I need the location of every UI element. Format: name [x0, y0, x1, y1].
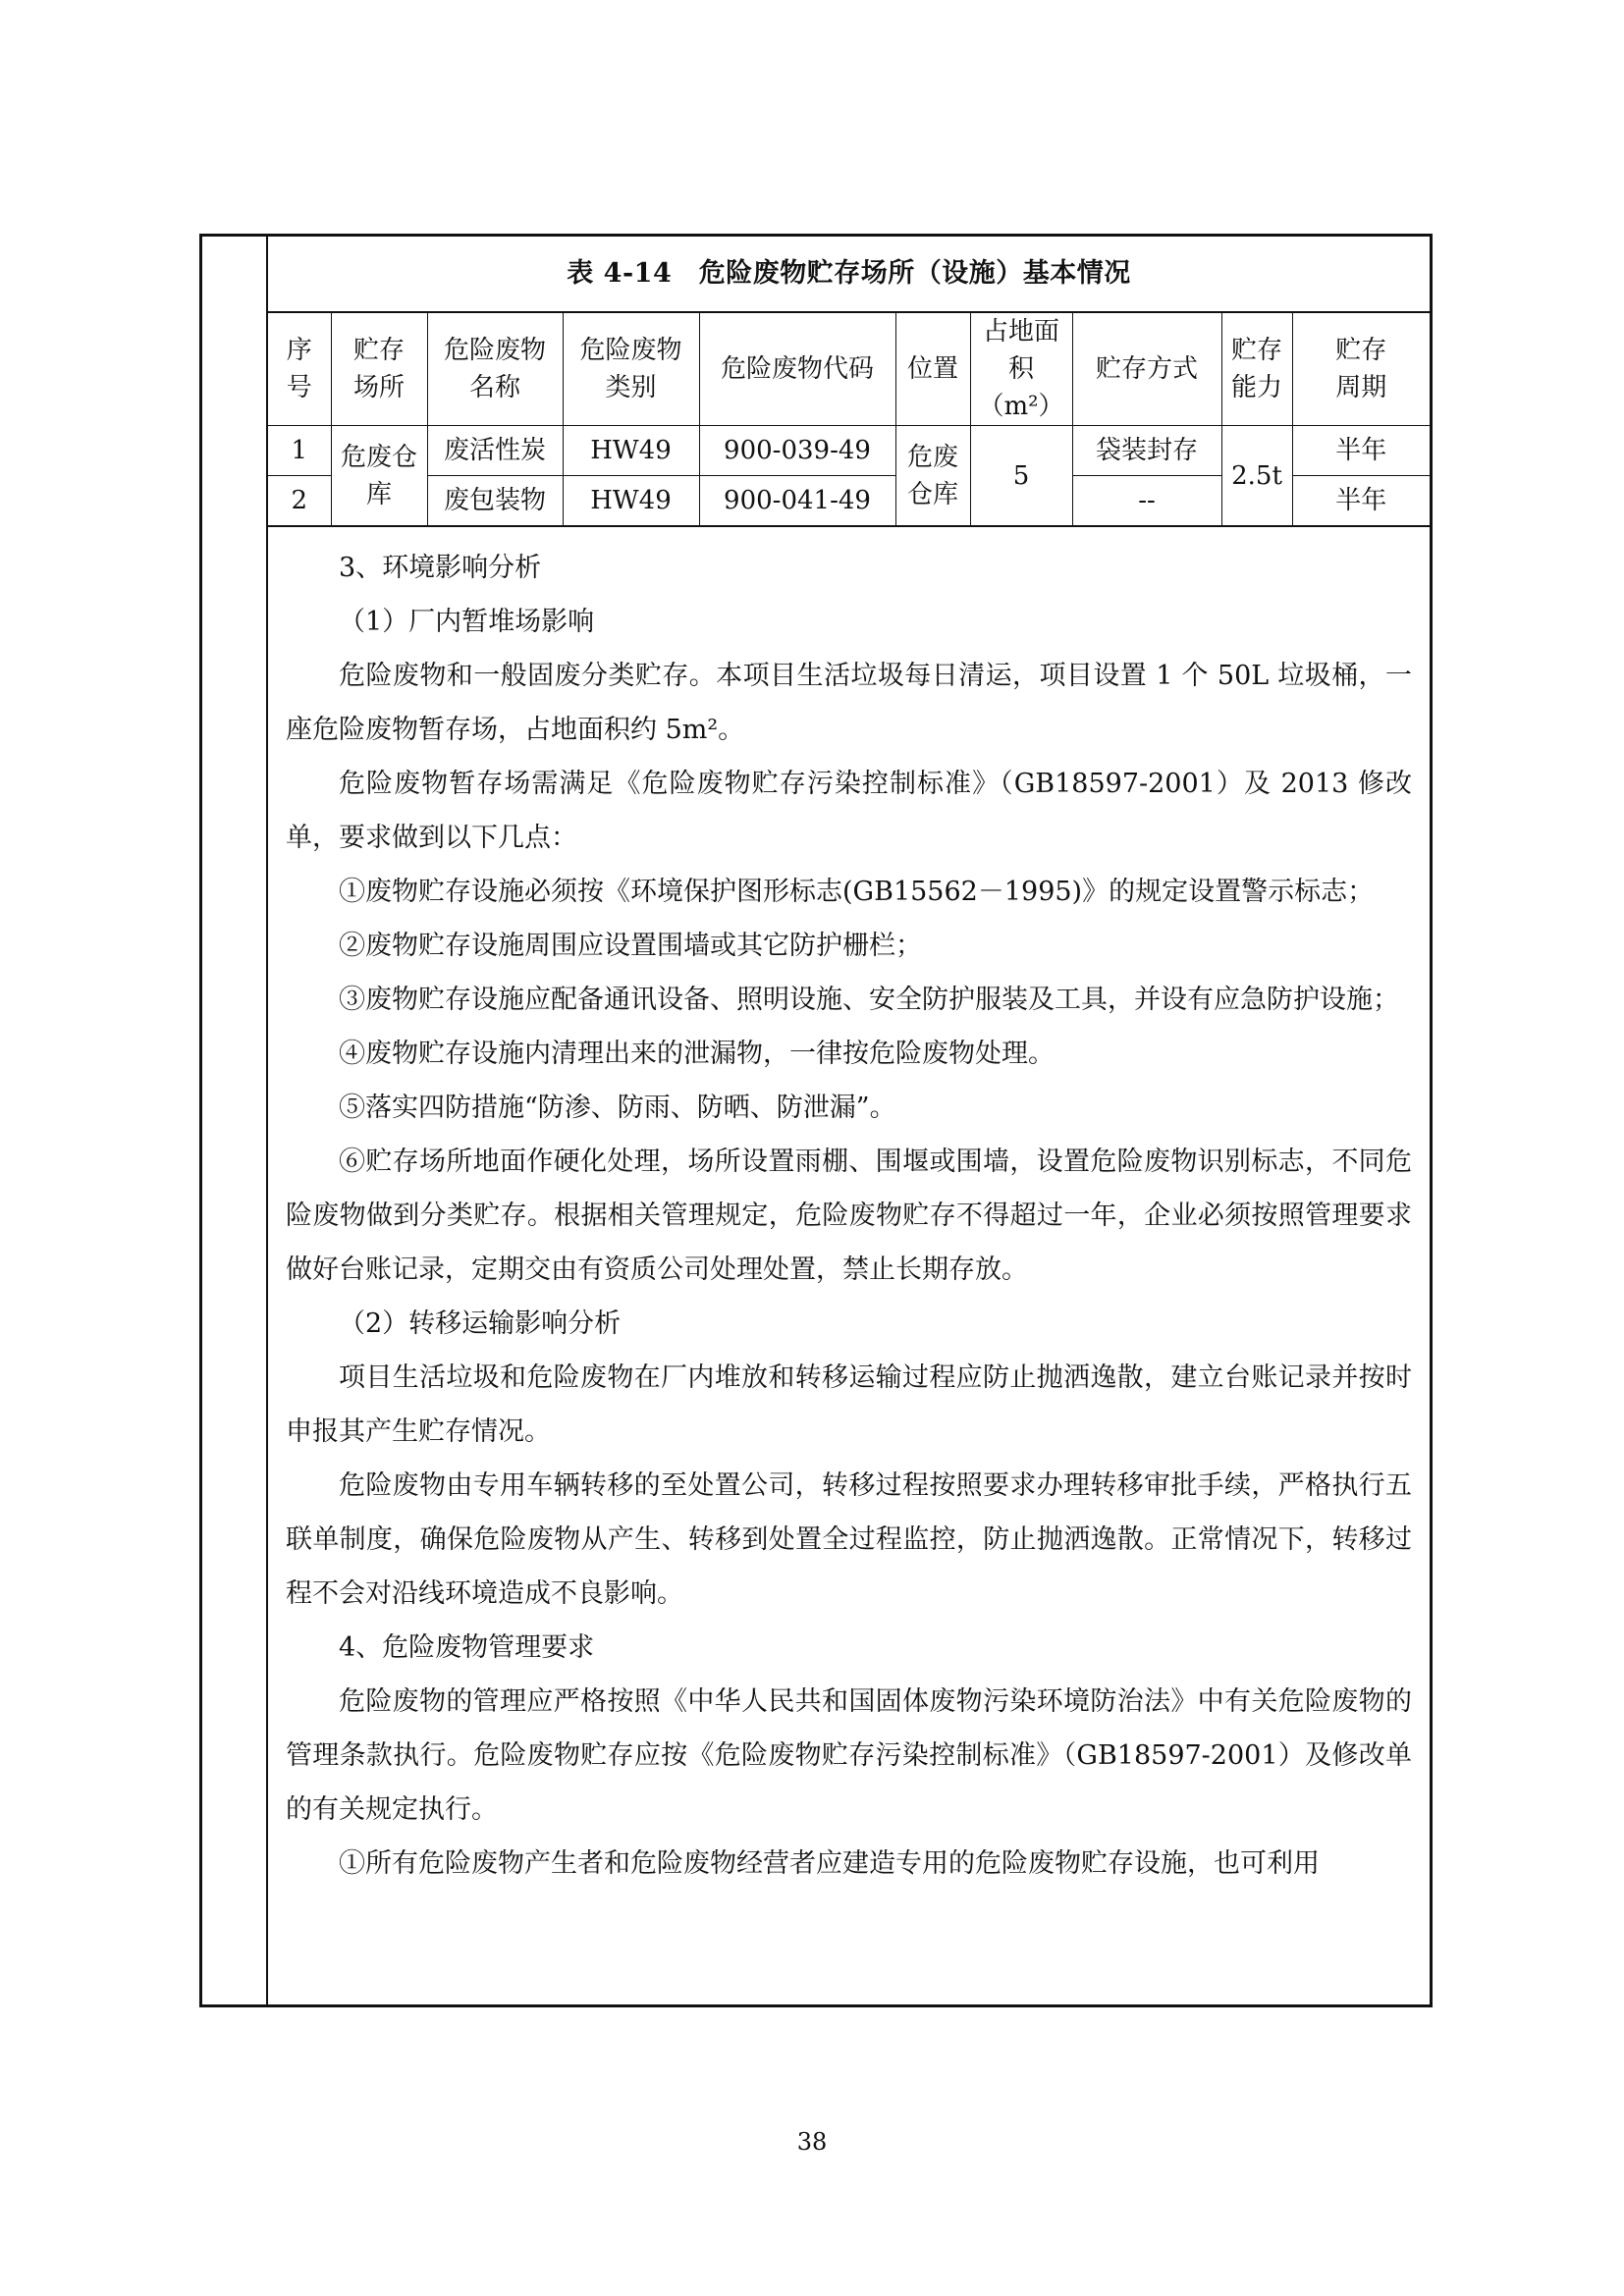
paragraph: 危险废物和一般固废分类贮存。本项目生活垃圾每日清运，项目设置 1 个 50L 垃圾桶，一座危险废物暂存场，占地面积约 5m²。: [286, 661, 1412, 745]
list-item: ⑤落实四防措施“防渗、防雨、防晒、防泄漏”。: [339, 1093, 896, 1123]
paragraph: 危险废物的管理应严格按照《中华人民共和国固体废物污染环境防治法》中有关危险废物的管理条款执行。危险废物贮存应按《危险废物贮存污染控制标准》（GB18597-2001）及修改单的有关规定执行。: [286, 1686, 1412, 1825]
cell-method: 袋装封存: [1072, 426, 1221, 476]
section-heading: 4、危险废物管理要求: [339, 1632, 595, 1663]
subsection-heading: （1）厂内暂堆场影响: [339, 607, 595, 637]
header-area: 占地面 积（m²）: [970, 312, 1072, 426]
header-position: 位置: [895, 312, 970, 426]
page-number: 38: [796, 2128, 828, 2156]
storage-table: [268, 311, 1430, 527]
body-text: [268, 527, 1430, 1891]
cell-period: 半年: [1292, 476, 1430, 527]
cell-area: 5: [970, 426, 1072, 527]
cell-capacity: 2.5t: [1221, 426, 1292, 527]
header-category: 危险废物 类别: [563, 312, 699, 426]
cell-period: 半年: [1292, 426, 1430, 476]
paragraph: 危险废物由专用车辆转移的至处置公司，转移过程按照要求办理转移审批手续，严格执行五联单制度，确保危险废物从产生、转移到处置全过程监控，防止抛洒逸散。正常情况下，转移过程不会对沿线环境造成不良影响。: [286, 1470, 1412, 1609]
cell-category: HW49: [563, 426, 699, 476]
header-name: 危险废物 名称: [427, 312, 563, 426]
header-place: 贮存 场所: [331, 312, 427, 426]
header-seq: 序 号: [268, 312, 331, 426]
cell-seq: 1: [268, 426, 331, 476]
list-item: ①废物贮存设施必须按《环境保护图形标志(GB15562－1995)》的规定设置警示标志；: [339, 877, 1375, 907]
section-heading: 3、环境影响分析: [339, 553, 542, 583]
paragraph: 项目生活垃圾和危险废物在厂内堆放和转移运输过程应防止抛洒逸散，建立台账记录并按时申报其产生贮存情况。: [286, 1362, 1412, 1447]
list-item: ④废物贮存设施内清理出来的泄漏物，一律按危险废物处理。: [339, 1039, 1055, 1069]
cell-seq: 2: [268, 476, 331, 527]
header-period: 贮存 周期: [1292, 312, 1430, 426]
subsection-heading: （2）转移运输影响分析: [339, 1308, 622, 1339]
list-item: ①所有危险废物产生者和危险废物经营者应建造专用的危险废物贮存设施，也可利用: [339, 1848, 1320, 1879]
cell-code: 900-041-49: [699, 476, 895, 527]
cell-place: 危废仓 库: [331, 426, 427, 527]
list-item: ⑥贮存场所地面作硬化处理，场所设置雨棚、围堰或围墙，设置危险废物识别标志，不同危险废物做到分类贮存。根据相关管理规定，危险废物贮存不得超过一年，企业必须按照管理要求做好台账记录，定期交由有资质公司处理处置，禁止长期存放。: [286, 1147, 1412, 1285]
table-header-row: [268, 312, 1430, 426]
cell-position: 危废 仓库: [895, 426, 970, 527]
list-item: ②废物贮存设施周围应设置围墙或其它防护栅栏；: [339, 931, 922, 961]
content-area: [268, 237, 1430, 1891]
table-row: [268, 426, 1430, 476]
header-method: 贮存方式: [1072, 312, 1221, 426]
cell-category: HW49: [563, 476, 699, 527]
cell-name: 废包装物: [427, 476, 563, 527]
cell-code: 900-039-49: [699, 426, 895, 476]
header-code: 危险废物代码: [699, 312, 895, 426]
list-item: ③废物贮存设施应配备通讯设备、照明设施、安全防护服装及工具，并设有应急防护设施；: [339, 985, 1399, 1015]
table-title: 表 4-14 危险废物贮存场所（设施）基本情况: [567, 258, 1131, 289]
cell-name: 废活性炭: [427, 426, 563, 476]
header-capacity: 贮存 能力: [1221, 312, 1292, 426]
paragraph: 危险废物暂存场需满足《危险废物贮存污染控制标准》（GB18597-2001）及 2013 修改单，要求做到以下几点：: [286, 769, 1412, 853]
cell-method: --: [1072, 476, 1221, 527]
